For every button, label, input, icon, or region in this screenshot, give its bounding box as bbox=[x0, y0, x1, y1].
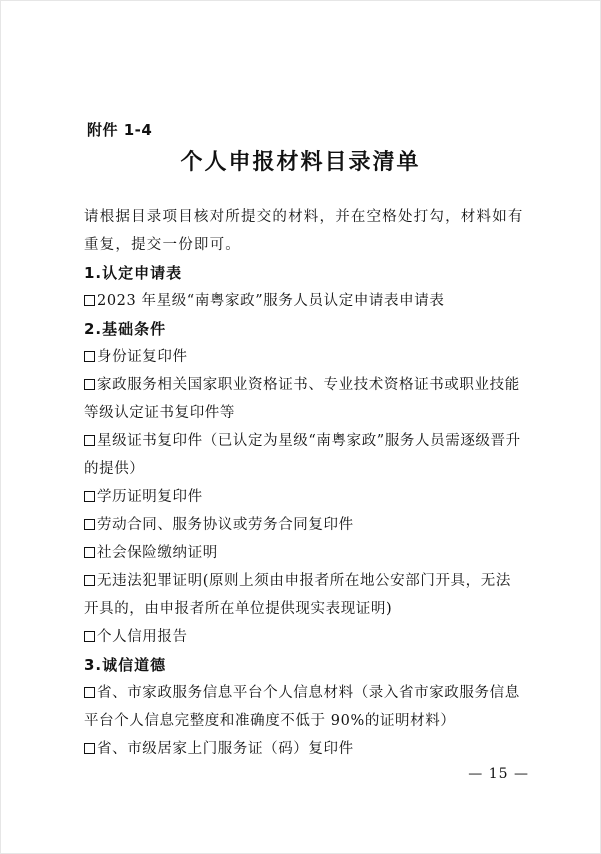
page-title: 个人申报材料目录清单 bbox=[180, 150, 421, 175]
item-text: 身份证复印件 bbox=[97, 349, 188, 365]
checklist-item bbox=[84, 623, 524, 651]
section-heading: 1.认定申请表 bbox=[84, 264, 183, 282]
checkbox-icon bbox=[84, 687, 95, 698]
item-text: 无违法犯罪证明(原则上须由申报者所在地公安部门开具，无法开具的，由申报者所在单位提供现实表现证明) bbox=[84, 573, 511, 617]
checklist-item bbox=[84, 511, 524, 539]
document-body bbox=[84, 203, 524, 763]
checklist-item bbox=[84, 427, 524, 483]
checkbox-icon bbox=[84, 379, 95, 390]
item-text: 学历证明复印件 bbox=[97, 489, 203, 505]
checklist-item bbox=[84, 539, 524, 567]
attachment-label: 附件 1-4 bbox=[87, 121, 153, 139]
checkbox-icon bbox=[84, 631, 95, 642]
item-text: 家政服务相关国家职业资格证书、专业技术资格证书或职业技能等级认定证书复印件等 bbox=[84, 377, 520, 421]
checklist-item bbox=[84, 371, 524, 427]
item-text: 2023 年星级“南粤家政”服务人员认定申请表申请表 bbox=[97, 293, 445, 309]
section-heading: 3.诚信道德 bbox=[84, 656, 167, 674]
item-text: 劳动合同、服务协议或劳务合同复印件 bbox=[97, 517, 354, 533]
checkbox-icon bbox=[84, 435, 95, 446]
item-text: 省、市级居家上门服务证（码）复印件 bbox=[97, 741, 354, 757]
checklist-item bbox=[84, 567, 524, 623]
item-text: 个人信用报告 bbox=[97, 629, 188, 645]
checkbox-icon bbox=[84, 295, 95, 306]
checkbox-icon bbox=[84, 519, 95, 530]
page-number: — 15 — bbox=[468, 766, 529, 782]
checklist-item bbox=[84, 483, 524, 511]
item-text: 省、市家政服务信息平台个人信息材料（录入省市家政服务信息平台个人信息完整度和准确度不低于 90%的证明材料） bbox=[84, 685, 520, 729]
checklist-item bbox=[84, 343, 524, 371]
checkbox-icon bbox=[84, 491, 95, 502]
item-text: 社会保险缴纳证明 bbox=[97, 545, 218, 561]
section-heading: 2.基础条件 bbox=[84, 320, 167, 338]
checklist-item bbox=[84, 679, 524, 735]
checkbox-icon bbox=[84, 575, 95, 586]
checkbox-icon bbox=[84, 743, 95, 754]
checkbox-icon bbox=[84, 547, 95, 558]
checklist-item bbox=[84, 735, 524, 763]
checklist-item bbox=[84, 287, 524, 315]
checkbox-icon bbox=[84, 351, 95, 362]
intro-paragraph: 请根据目录项目核对所提交的材料，并在空格处打勾，材料如有重复，提交一份即可。 bbox=[84, 209, 524, 253]
item-text: 星级证书复印件（已认定为星级“南粤家政”服务人员需逐级晋升的提供） bbox=[84, 433, 521, 477]
